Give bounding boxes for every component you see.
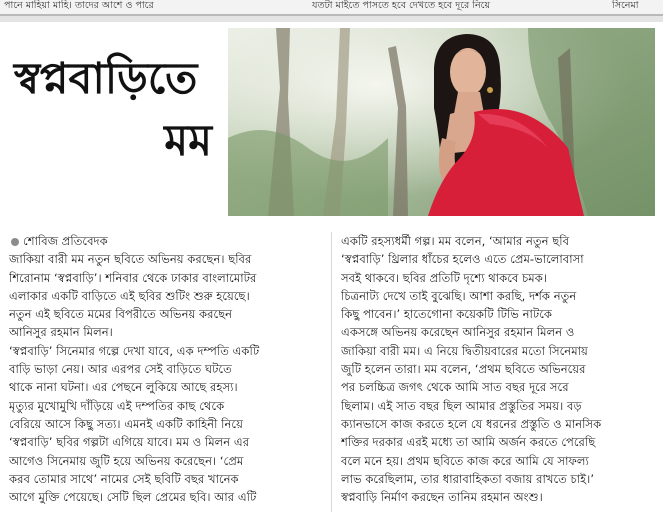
headline-line-2: মম [164, 116, 212, 166]
column-1-line: আগেও সিনেমায় জুটি হয়ে অভিনয় করেছেন। ‘প্রেম [9, 453, 244, 468]
article-photo [228, 28, 655, 216]
column-1-line: মৃত্যুর মুখোমুখি দাঁড়িয়ে এই দম্পতির কাছ থেকে [9, 398, 225, 413]
headline-line-1: স্বপ্নবাড়িতে [14, 54, 198, 104]
bullet-icon [11, 238, 19, 246]
byline-text: শোবিজ প্রতিবেদক [23, 234, 108, 248]
strip-fragment-left: পানে মাহিয়া মাহি। তাদের আশে ও পারে [4, 0, 154, 11]
column-2-line: একসঙ্গে অভিনয় করেছেন আনিসুর রহমান মিলন ও [341, 325, 575, 340]
column-2-line: জুটি হলেন তারা। মম বলেন, ‘প্রথম ছবিতে অভিনয়ের [341, 362, 586, 377]
column-1-line: ‘স্বপ্নবাড়ি’ সিনেমার গল্পে দেখা যাবে, এক দম্পতি একটি [9, 343, 260, 358]
column-2-line: ক্যানভাসে কাজ করতে হলে যে ধরনের প্রস্তুতি ও মানসিক [341, 416, 602, 431]
column-1-line: বেরিয়ে আসে কিছু সত্য। এমনই একটি কাহিনী নিয়ে [9, 416, 243, 431]
column-2-line: লাভ করেছিলাম, তার ধারাবাহিকতা বজায় রাখতে চাই।’ [341, 471, 595, 486]
column-2-line: স্বপ্নবাড়ি নির্মাণ করছেন তানিম রহমান অংশু। [341, 490, 543, 505]
column-1-line: ‘স্বপ্নবাড়ি’ ছবির গল্পটা এগিয়ে যাবে। মম ও মিলন এর [9, 435, 250, 450]
column-1-line: আনিসুর রহমান মিলন। [9, 325, 113, 340]
column-2-line: পর চলচ্চিত্র জগৎ থেকে আমি সাত বছর দূরে সরে [341, 380, 569, 395]
column-1-line: নতুন এই ছবিতে মমের বিপরীতে অভিনয় করছেন [9, 307, 233, 322]
article-headline [14, 48, 226, 172]
column-2-line: ছিলাম। এই সাত বছর ছিল আমার প্রস্তুতির সময়। বড় [341, 398, 582, 413]
column-1-line: করব তোমার সাথে’ নামের সেই ছবিটি বছর খানেক [9, 471, 239, 486]
column-2-line: কিছু পাবেন।’ হাতেগোনা কয়েকটি টিভি নাটকে [341, 307, 552, 322]
column-2-line: চিত্রনাট্য দেখে তাই বুঝেছি। আশা করছি, দর্শক নতুন [341, 288, 577, 303]
section-divider [0, 16, 663, 22]
column-1-line: শিরোনাম ‘স্বপ্নবাড়ি’। শনিবার থেকে ঢাকার বাংলামোটর [9, 270, 257, 285]
article-column-2 [341, 232, 659, 506]
previous-article-strip [0, 0, 663, 16]
strip-fragment-right: সিনেমা [612, 0, 639, 11]
column-1-line: আগে মুক্তি পেয়েছে। সেটি ছিল প্রেমের ছবি। আর এটি [9, 490, 257, 505]
column-1-line: এলাকার একটি বাড়িতে এই ছবির শুটিং শুরু হয়েছে। [9, 288, 250, 303]
column-rule [331, 232, 332, 512]
strip-fragment-mid: যতটা মাইতে পাসতে হবে দেখতে হবে দূরে নিয়ে [312, 0, 491, 11]
column-1-line: থাকে নানা ঘটনা। এর পেছনে লুকিয়ে আছে রহস্য। [9, 380, 238, 395]
column-1-line: জাকিয়া বারী মম নতুন ছবিতে অভিনয় করছেন। ছবির [9, 252, 252, 267]
column-2-line: ‘স্বপ্নবাড়ি’ থ্রিলার ধাঁচের হলেও এতে প্রেম-ভালোবাসা [341, 252, 584, 267]
column-2-line: শক্তির দরকার এরই মধ্যে তা আমি অর্জন করতে পেরেছি [341, 435, 596, 450]
column-2-line: বলে মনে হয়। প্রথম ছবিতে কাজ করে আমি যে সাফল্য [341, 453, 589, 468]
byline [9, 232, 321, 250]
column-1-line: বাড়ি ভাড়া নেয়। আর এরপর সেই বাড়িতে ঘটতে [9, 362, 232, 377]
column-2-line: জাকিয়া বারী মম। এ নিয়ে দ্বিতীয়বারের মতো সিনেমায় [341, 343, 588, 358]
column-2-line: একটি রহস্যধর্মী গল্প। মম বলেন, ‘আমার নতুন ছবি [341, 234, 570, 248]
article-column-1 [9, 232, 321, 506]
column-2-line: সবই থাকবে। ছবির প্রতিটি দৃশ্যে থাকবে চমক। [341, 270, 547, 285]
photo-illustration [228, 28, 655, 216]
